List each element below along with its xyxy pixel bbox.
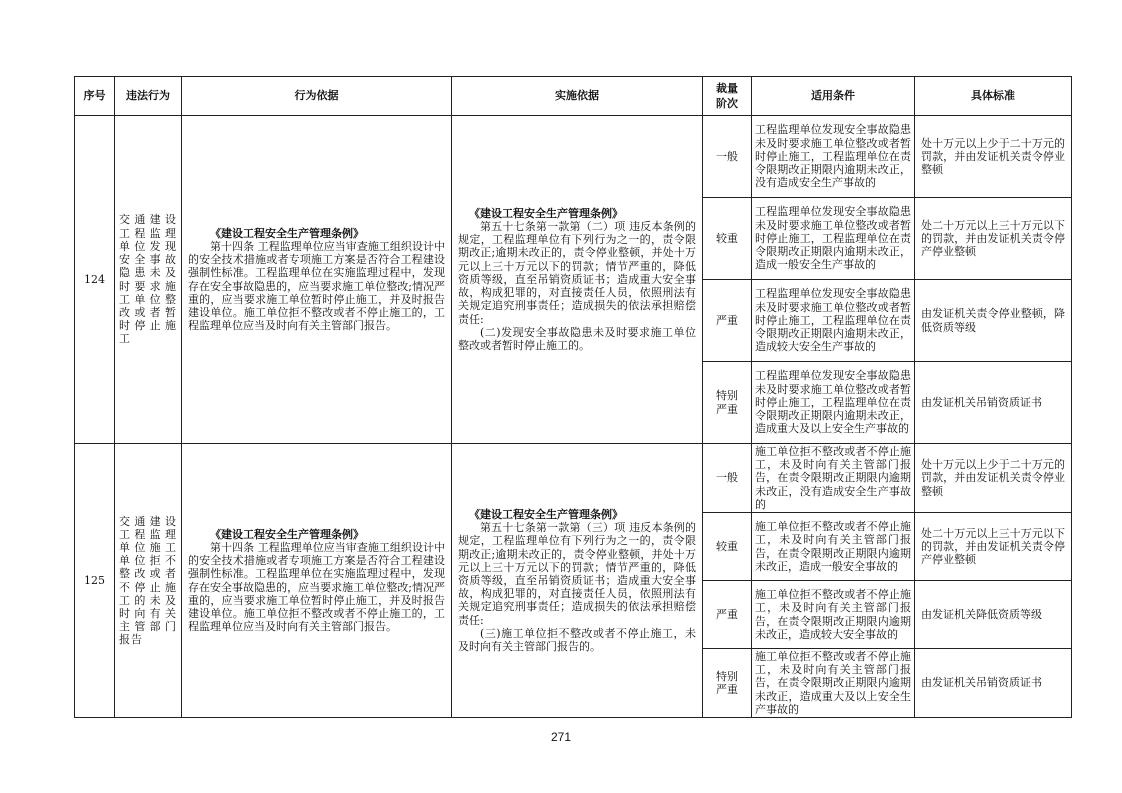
condition: 工程监理单位发现安全事故隐患未及时要求施工单位整改或者暂时停止施工，工程监理单位在责令限期改正期限内逾期未改正，造成较大安全生产事故的	[752, 280, 915, 362]
standard: 处十万元以上少于二十万元的罚款，并由发证机关责令停业整顿	[915, 116, 1072, 198]
level: 一般	[703, 444, 752, 513]
standard: 由发证机关吊销资质证书	[915, 362, 1072, 444]
impl-item: (二)发现安全事故隐患未及时要求施工单位整改或者暂时停止施工的。	[458, 325, 696, 352]
standard: 由发证机关吊销资质证书	[915, 649, 1072, 718]
penalty-table	[74, 76, 1072, 718]
condition: 施工单位拒不整改或者不停止施工，未及时向有关主管部门报告，在责令限期改正期限内逾期未改正，造成重大及以上安全生产事故的	[752, 649, 915, 718]
standard: 处二十万元以上三十万元以下的罚款，并由发证机关责令停产停业整顿	[915, 198, 1072, 280]
impl-law-title: 《建设工程安全生产管理条例》	[469, 507, 623, 521]
level: 严重	[703, 581, 752, 649]
header-basis: 行为依据	[182, 77, 452, 116]
standard: 处二十万元以上三十万元以下的罚款，并由发证机关责令停产停业整顿	[915, 513, 1072, 581]
basis-text: 第十四条 工程监理单位应当审查施工组织设计中的安全技术措施或者专项施工方案是否符合工程建设强制性标准。工程监理单位在实施监理过程中，发现存在安全事故隐患的，应当要求施工单位整改;情况严重的，应当要求施工单位暂时停止施工，并及时报告建设单位。施工单位拒不整改或者不停止施工的，工程监理单位应当及时向有关主管部门报告。	[188, 540, 445, 634]
level: 严重	[703, 280, 752, 362]
standard: 由发证机关降低资质等级	[915, 581, 1072, 649]
impl-text: 第五十七条第一款第（二）项 违反本条例的规定，工程监理单位有下列行为之一的，责令限期改正;逾期未改正的，责令停业整顿，并处十万元以上三十万元以下的罚款；情节严重的，降低资质等级，直至吊销资质证书；造成重大安全事故，构成犯罪的，对直接责任人员，依照刑法有关规定追究刑事责任；造成损失的依法承担赔偿责任:	[458, 220, 696, 326]
violation-act: 交通建设工程监理单位发现安全事故隐患未及时要求施工单位整改或者暂时停止施工	[115, 116, 182, 444]
legal-basis	[182, 444, 452, 718]
condition: 施工单位拒不整改或者不停止施工，未及时向有关主管部门报告，在责令限期改正期限内逾期未改正，造成一般安全事故的	[752, 513, 915, 581]
condition: 工程监理单位发现安全事故隐患未及时要求施工单位整改或者暂时停止施工，工程监理单位在责令限期改正期限内逾期未改正，没有造成安全生产事故的	[752, 116, 915, 198]
condition: 工程监理单位发现安全事故隐患未及时要求施工单位整改或者暂时停止施工，工程监理单位在责令限期改正期限内逾期未改正，造成一般安全生产事故的	[752, 198, 915, 280]
header-cond: 适用条件	[752, 77, 915, 116]
condition: 施工单位拒不整改或者不停止施工，未及时向有关主管部门报告，在责令限期改正期限内逾期未改正，造成较大安全事故的	[752, 581, 915, 649]
level: 一般	[703, 116, 752, 198]
table-row	[75, 444, 1072, 513]
condition: 工程监理单位发现安全事故隐患未及时要求施工单位整改或者暂时停止施工，工程监理单位在责令限期改正期限内逾期未改正，造成重大及以上安全生产事故的	[752, 362, 915, 444]
legal-basis	[182, 116, 452, 444]
implementation-basis	[452, 444, 703, 718]
basis-text: 第十四条 工程监理单位应当审查施工组织设计中的安全技术措施或者专项施工方案是否符合工程建设强制性标准。工程监理单位在实施监理过程中，发现存在安全事故隐患的，应当要求施工单位整改;情况严重的，应当要求施工单位暂时停止施工，并及时报告建设单位。施工单位拒不整改或者不停止施工的，工程监理单位应当及时向有关主管部门报告。	[188, 239, 445, 333]
header-no: 序号	[75, 77, 115, 116]
row-number: 124	[75, 116, 115, 444]
header-act: 违法行为	[115, 77, 182, 116]
row-number: 125	[75, 444, 115, 718]
impl-text: 第五十七条第一款第（三）项 违反本条例的规定，工程监理单位有下列行为之一的，责令限期改正;逾期未改正的，责令停业整顿，并处十万元以上三十万元以下的罚款；情节严重的，降低资质等级，直至吊销资质证书；造成重大安全事故，构成犯罪的，对直接责任人员，依照刑法有关规定追究刑事责任；造成损失的依法承担赔偿责任:	[458, 521, 696, 627]
level: 特别严重	[703, 362, 752, 444]
condition: 施工单位拒不整改或者不停止施工，未及时向有关主管部门报告，在责令限期改正期限内逾期未改正，没有造成安全生产事故的	[752, 444, 915, 513]
table-row	[75, 116, 1072, 198]
header-level: 裁量阶次	[703, 77, 752, 116]
basis-law-title: 《建设工程安全生产管理条例》	[210, 226, 364, 240]
violation-act: 交通建设工程监理单位施工单位拒不整改或者不停止施工的未及时向有关主管部门报告	[115, 444, 182, 718]
page-number: 271	[550, 730, 572, 744]
standard: 处十万元以上少于二十万元的罚款，并由发证机关责令停业整顿	[915, 444, 1072, 513]
header-row	[75, 77, 1072, 116]
level: 较重	[703, 198, 752, 280]
impl-item: (三)施工单位拒不整改或者不停止施工，未及时向有关主管部门报告的。	[458, 626, 696, 653]
standard: 由发证机关责令停业整顿，降低资质等级	[915, 280, 1072, 362]
implementation-basis	[452, 116, 703, 444]
impl-law-title: 《建设工程安全生产管理条例》	[469, 206, 623, 220]
header-std: 具体标准	[915, 77, 1072, 116]
level: 较重	[703, 513, 752, 581]
level: 特别严重	[703, 649, 752, 718]
basis-law-title: 《建设工程安全生产管理条例》	[210, 527, 364, 541]
header-impl: 实施依据	[452, 77, 703, 116]
